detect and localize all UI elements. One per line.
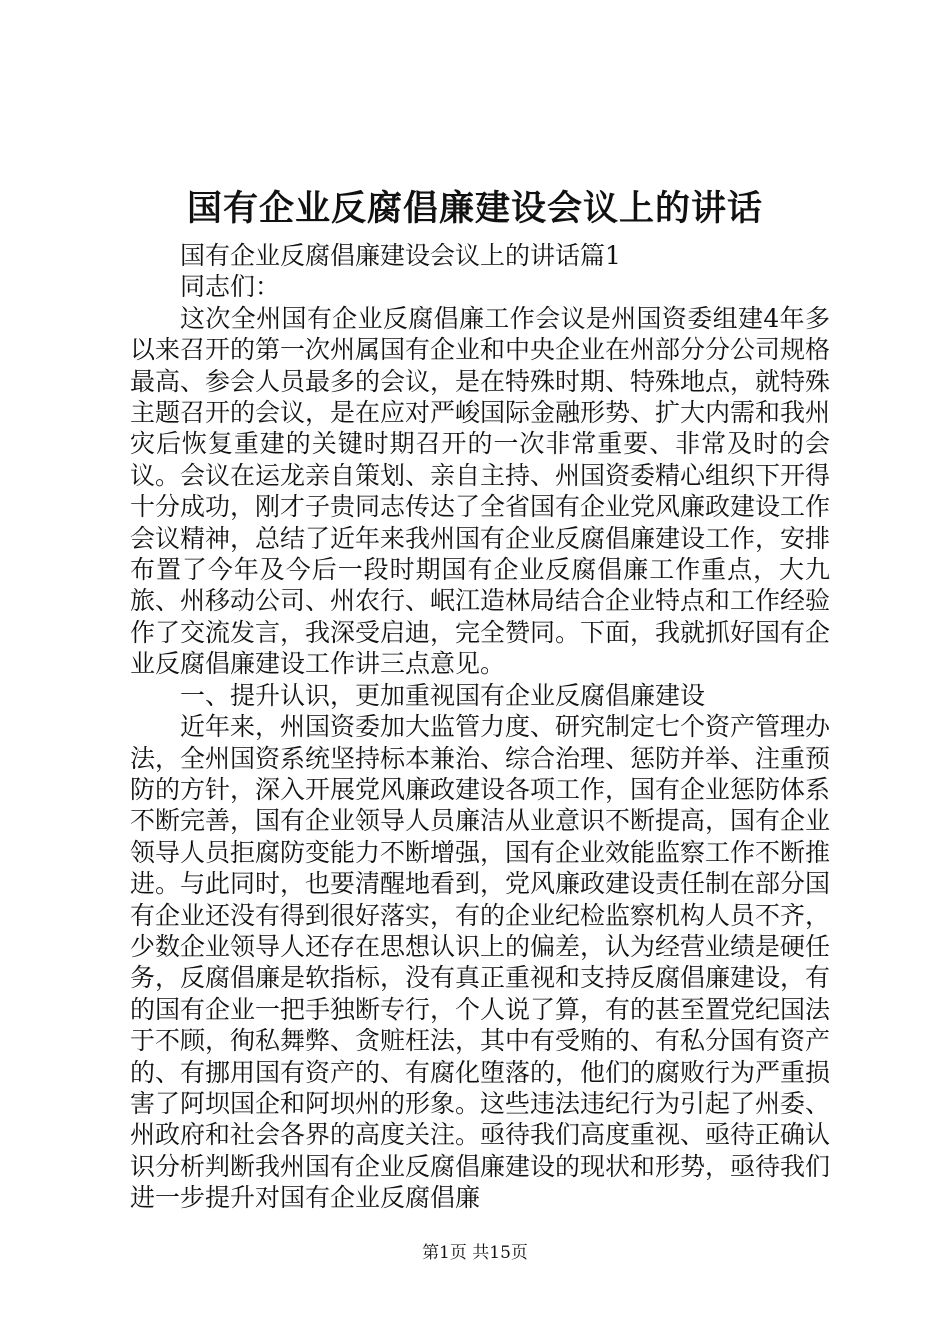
subsection-heading: 一、提升认识，更加重视国有企业反腐倡廉建设 xyxy=(180,680,706,710)
page-number-footer: 第1页 共15页 xyxy=(422,1243,528,1263)
section-heading: 国有企业反腐倡廉建设会议上的讲话篇1 xyxy=(180,241,621,270)
salutation: 同志们： xyxy=(180,272,281,302)
body-paragraph: 这次全州国有企业反腐倡廉工作会议是州国资委组建4年多以来召开的第一次州属国有企业和中央企业在州部分分公司规格最高、参会人员最多的会议，是在特殊时期、特殊地点，就特殊主题召开的会议，是在应对严峻国际金融形势、扩大内需和我州灾后恢复重建的关键时期召开的一次非常重要、非常及时的会议。会议在运龙亲自策划、亲自主持、州国资委精心组织下开得十分成功，刚才子贵同志传达了全省国有企业党风廉政建设工作会议精神，总结了近年来我州国有企业反腐倡廉建设工作，安排布置了今年及今后一段时期国有企业反腐倡廉工作重点，大九旅、州移动公司、州农行、岷江造林局结合企业特点和工作经验作了交流发言，我深受启迪，完全赞同。下面，我就抓好国有企业反腐倡廉建设工作讲三点意见。 xyxy=(130,303,831,679)
document-title: 国有企业反腐倡廉建设会议上的讲话 xyxy=(186,188,763,229)
document-body xyxy=(130,240,830,1214)
body-paragraph: 近年来，州国资委加大监管力度、研究制定七个资产管理办法，全州国资系统坚持标本兼治、综合治理、惩防并举、注重预防的方针，深入开展党风廉政建设各项工作，国有企业惩防体系不断完善，国有企业领导人员廉洁从业意识不断提高，国有企业领导人员拒腐防变能力不断增强，国有企业效能监察工作不断推进。与此同时，也要清醒地看到，党风廉政建设责任制在部分国有企业还没有得到很好落实，有的企业纪检监察机构人员不齐，少数企业领导人还存在思想认识上的偏差，认为经营业绩是硬任务，反腐倡廉是软指标，没有真正重视和支持反腐倡廉建设，有的国有企业一把手独断专行，个人说了算，有的甚至置党纪国法于不顾，徇私舞弊、贪赃枉法，其中有受贿的、有私分国有资产的、有挪用国有资产的、有腐化堕落的，他们的腐败行为严重损害了阿坝国企和阿坝州的形象。这些违法违纪行为引起了州委、州政府和社会各界的高度关注。亟待我们高度重视、亟待正确认识分析判断我州国有企业反腐倡廉建设的现状和形势，亟待我们进一步提升对国有企业反腐倡廉 xyxy=(130,712,831,1213)
